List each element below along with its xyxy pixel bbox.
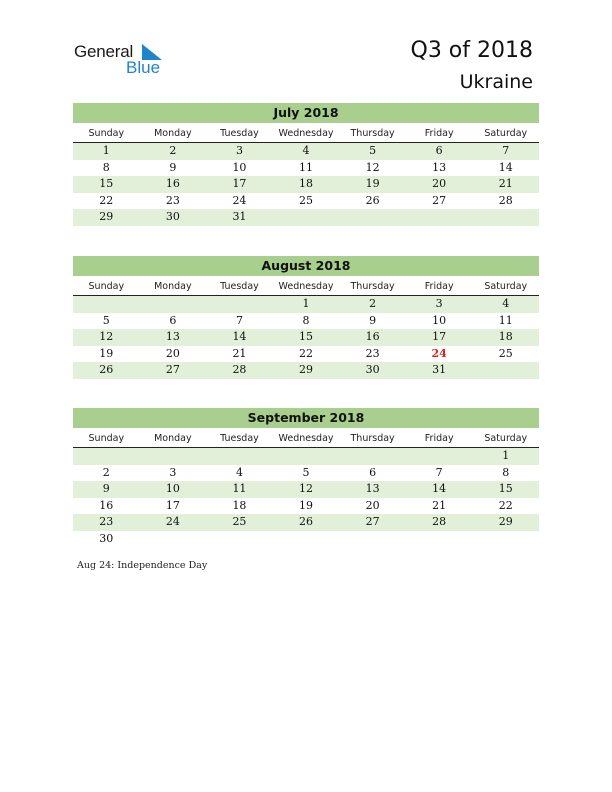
day-cell	[140, 448, 207, 465]
day-cell: 12	[99, 330, 114, 343]
day-cell: 19	[365, 177, 380, 190]
weekday-label: Friday	[424, 433, 454, 444]
day-cell: 14	[432, 482, 447, 495]
week-row	[73, 481, 539, 498]
week-row	[73, 514, 539, 531]
weekday-label: Wednesday	[278, 128, 334, 139]
week-row	[73, 498, 539, 515]
weekday-label: Saturday	[484, 433, 528, 444]
day-cell	[273, 531, 340, 548]
day-cell: 20	[365, 498, 380, 512]
week-row	[73, 329, 539, 346]
day-cell: 10	[232, 160, 247, 174]
day-cell: 19	[299, 498, 314, 512]
day-cell: 6	[369, 465, 377, 479]
day-cell: 8	[302, 313, 310, 327]
weekday-label: Sunday	[88, 281, 125, 292]
day-cell	[472, 209, 539, 226]
day-cell: 27	[432, 193, 447, 207]
day-cell: 30	[165, 210, 180, 223]
week-row	[73, 296, 539, 313]
week-row	[73, 209, 539, 226]
day-cell: 6	[169, 313, 177, 327]
day-cell	[406, 531, 473, 548]
day-cell: 21	[432, 498, 447, 512]
week-row	[73, 346, 539, 363]
month-calendar-september	[73, 408, 539, 547]
day-cell: 29	[498, 515, 513, 528]
day-cell: 23	[365, 346, 380, 360]
day-cell: 16	[365, 330, 380, 343]
day-cell: 3	[435, 297, 443, 310]
month-weeks	[73, 296, 539, 379]
day-cell: 12	[299, 482, 314, 495]
day-cell	[472, 362, 539, 379]
weekday-label: Tuesday	[220, 281, 259, 292]
month-weeks	[73, 143, 539, 226]
day-cell: 5	[302, 465, 310, 479]
day-cell: 28	[498, 193, 513, 207]
week-row	[73, 531, 539, 548]
week-row	[73, 143, 539, 160]
page-title: Q3 of 2018	[410, 38, 533, 63]
day-cell	[273, 448, 340, 465]
day-cell: 1	[102, 144, 110, 157]
day-cell: 28	[432, 515, 447, 528]
day-cell	[339, 448, 406, 465]
weekday-label: Friday	[424, 281, 454, 292]
day-cell: 18	[498, 330, 513, 343]
day-cell: 2	[102, 465, 110, 479]
day-cell: 1	[302, 297, 310, 310]
day-cell: 26	[299, 515, 314, 528]
day-cell: 28	[232, 363, 247, 376]
holiday-day-cell: 24	[431, 346, 447, 360]
day-cell: 11	[299, 160, 314, 174]
day-cell: 22	[299, 346, 314, 360]
weekday-label: Sunday	[88, 128, 125, 139]
day-cell: 5	[102, 313, 110, 327]
day-cell: 26	[365, 193, 380, 207]
day-cell: 13	[432, 160, 447, 174]
day-cell	[73, 448, 140, 465]
day-cell: 23	[99, 515, 114, 528]
day-cell: 4	[235, 465, 243, 479]
weekday-label: Sunday	[88, 433, 125, 444]
day-cell: 15	[498, 482, 513, 495]
country-name: Ukraine	[459, 71, 533, 93]
day-cell: 16	[99, 498, 114, 512]
weekday-label: Thursday	[350, 128, 395, 139]
month-title: September 2018	[73, 408, 539, 428]
day-cell: 9	[169, 160, 177, 174]
day-cell: 20	[432, 177, 447, 190]
month-weeks	[73, 448, 539, 547]
day-cell: 22	[99, 193, 114, 207]
day-cell: 29	[99, 210, 114, 223]
day-cell: 11	[232, 482, 247, 495]
day-cell: 16	[165, 177, 180, 190]
day-cell: 27	[365, 515, 380, 528]
day-cell: 31	[232, 210, 247, 223]
month-title: July 2018	[73, 103, 539, 123]
weekday-label: Thursday	[350, 433, 395, 444]
day-cell: 13	[365, 482, 380, 495]
day-cell: 14	[232, 330, 247, 343]
day-cell: 11	[498, 313, 513, 327]
week-row	[73, 362, 539, 379]
day-cell: 30	[365, 363, 380, 376]
day-cell: 23	[165, 193, 180, 207]
day-cell: 17	[165, 498, 180, 512]
month-calendar-august	[73, 256, 539, 379]
day-cell: 7	[435, 465, 443, 479]
weekday-label: Monday	[154, 128, 192, 139]
day-cell: 24	[165, 515, 180, 528]
day-cell: 7	[235, 313, 243, 327]
day-cell: 10	[432, 313, 447, 327]
day-cell: 17	[232, 177, 247, 190]
day-cell: 17	[432, 330, 447, 343]
day-cell: 24	[232, 193, 247, 207]
day-cell: 2	[169, 144, 177, 157]
week-row	[73, 193, 539, 210]
month-title: August 2018	[73, 256, 539, 276]
weekday-header-row	[73, 278, 539, 296]
day-cell: 14	[498, 160, 513, 174]
day-cell: 4	[302, 144, 310, 157]
day-cell: 13	[165, 330, 180, 343]
logo-general-text: General	[74, 42, 134, 61]
day-cell: 5	[369, 144, 377, 157]
day-cell: 25	[498, 346, 513, 360]
day-cell	[206, 531, 273, 548]
weekday-label: Tuesday	[220, 128, 259, 139]
weekday-label: Tuesday	[220, 433, 259, 444]
day-cell: 29	[299, 363, 314, 376]
day-cell: 1	[502, 449, 510, 462]
day-cell: 30	[99, 531, 114, 545]
weekday-label: Wednesday	[278, 281, 334, 292]
day-cell: 4	[502, 297, 510, 310]
day-cell: 22	[498, 498, 513, 512]
day-cell	[406, 448, 473, 465]
day-cell: 8	[502, 465, 510, 479]
day-cell: 27	[165, 363, 180, 376]
weekday-label: Friday	[424, 128, 454, 139]
day-cell: 9	[102, 482, 110, 495]
day-cell: 7	[502, 144, 510, 157]
day-cell	[339, 531, 406, 548]
day-cell: 3	[169, 465, 177, 479]
weekday-label: Saturday	[484, 128, 528, 139]
day-cell	[339, 209, 406, 226]
day-cell: 6	[435, 144, 443, 157]
day-cell: 31	[432, 363, 447, 376]
month-calendar-july	[73, 103, 539, 226]
day-cell: 2	[369, 297, 377, 310]
weekday-header-row	[73, 125, 539, 143]
weekday-header-row	[73, 430, 539, 448]
weekday-label: Saturday	[484, 281, 528, 292]
weekday-label: Monday	[154, 433, 192, 444]
day-cell: 25	[299, 193, 314, 207]
weekday-label: Thursday	[350, 281, 395, 292]
day-cell: 21	[232, 346, 247, 360]
day-cell	[206, 296, 273, 313]
day-cell: 26	[99, 363, 114, 376]
day-cell: 20	[165, 346, 180, 360]
day-cell: 9	[369, 313, 377, 327]
weekday-label: Wednesday	[278, 433, 334, 444]
day-cell	[472, 531, 539, 548]
weekday-label: Monday	[154, 281, 192, 292]
week-row	[73, 176, 539, 193]
day-cell: 15	[299, 330, 314, 343]
day-cell	[206, 448, 273, 465]
general-blue-logo	[74, 42, 174, 76]
day-cell: 21	[498, 177, 513, 190]
day-cell	[140, 296, 207, 313]
day-cell: 19	[99, 346, 114, 360]
day-cell: 25	[232, 515, 247, 528]
day-cell	[273, 209, 340, 226]
day-cell	[73, 296, 140, 313]
week-row	[73, 465, 539, 482]
day-cell: 12	[365, 160, 380, 174]
day-cell: 18	[232, 498, 247, 512]
logo-blue-text: Blue	[126, 58, 161, 77]
day-cell: 10	[165, 482, 180, 495]
day-cell: 18	[299, 177, 314, 190]
week-row	[73, 448, 539, 465]
day-cell: 3	[235, 144, 243, 157]
day-cell	[140, 531, 207, 548]
week-row	[73, 313, 539, 330]
day-cell	[406, 209, 473, 226]
holiday-note: Aug 24: Independence Day	[77, 560, 208, 571]
day-cell: 8	[102, 160, 110, 174]
week-row	[73, 160, 539, 177]
day-cell: 15	[99, 177, 114, 190]
